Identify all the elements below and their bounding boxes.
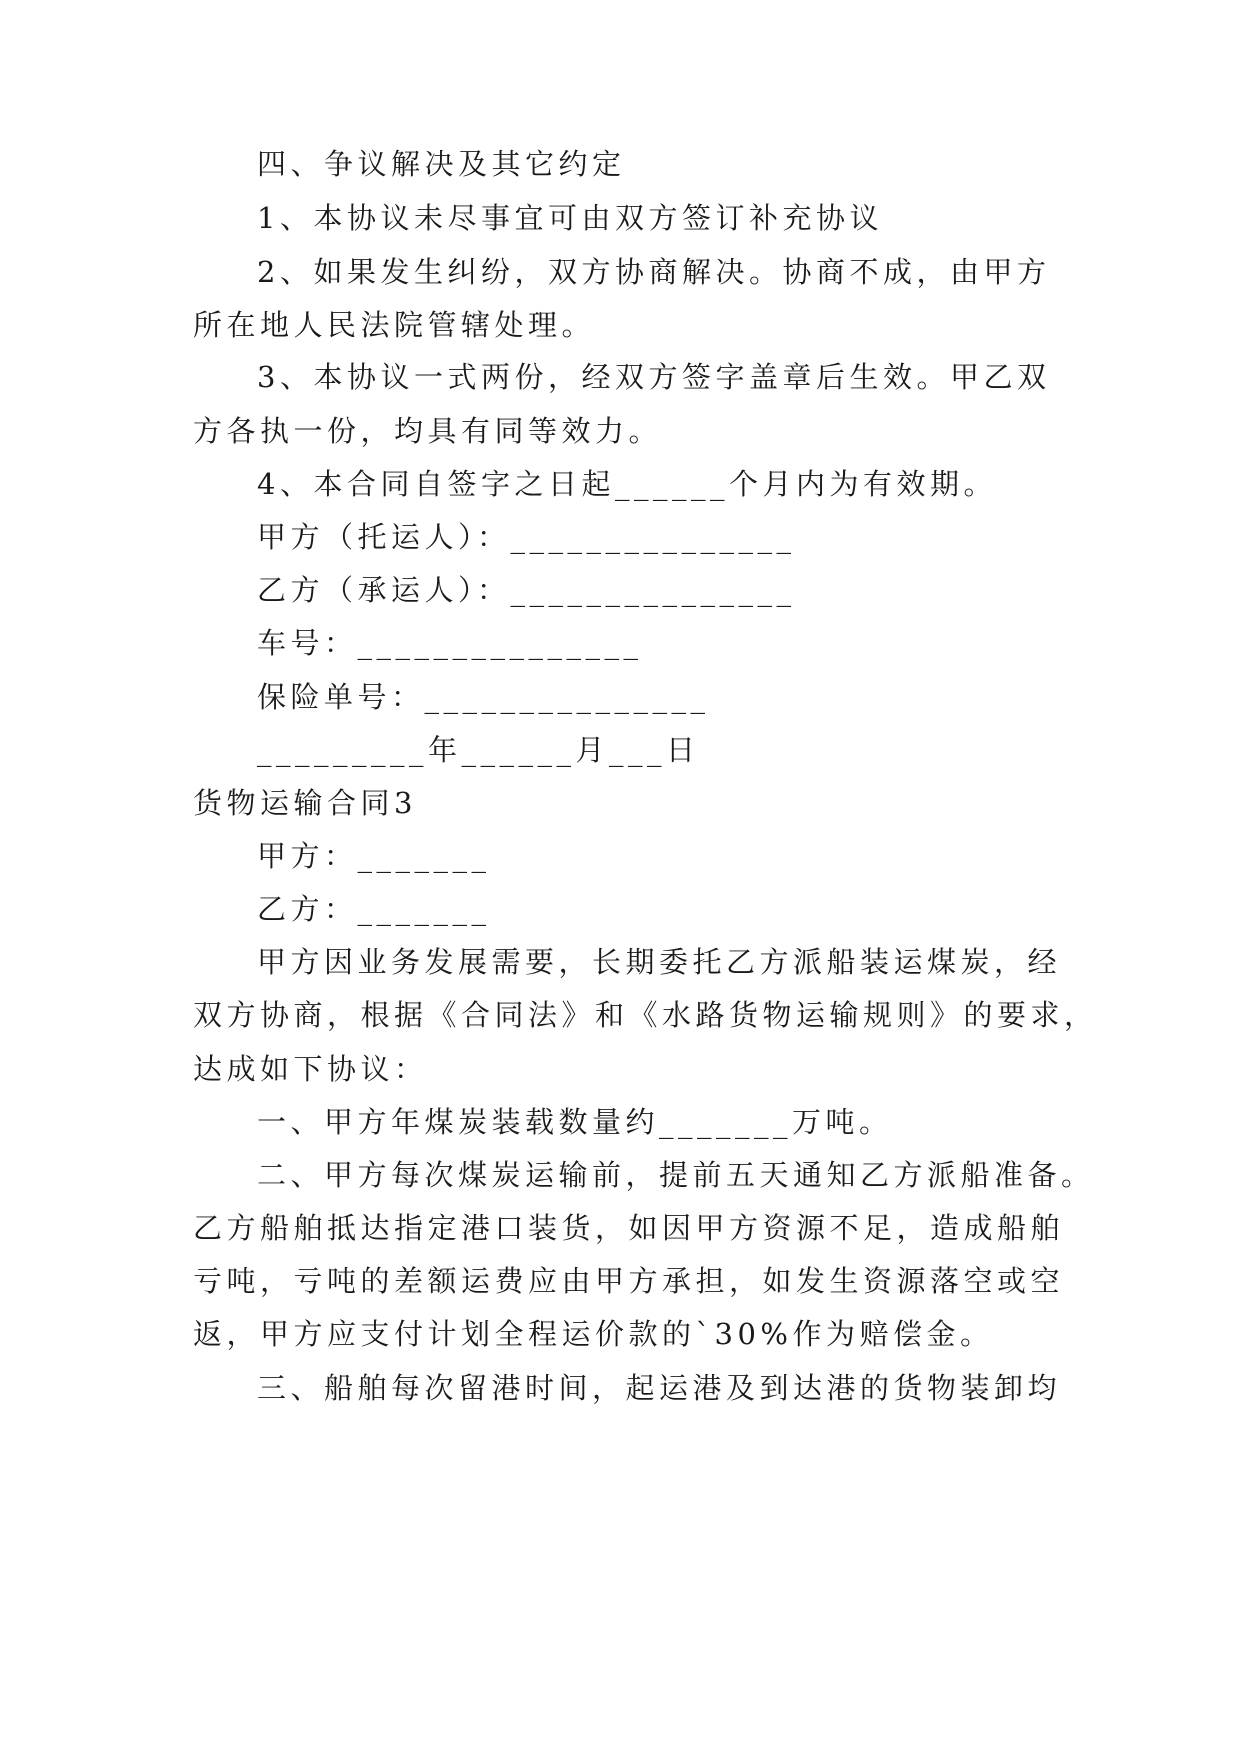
paragraph-line: 3、本协议一式两份，经双方签字盖章后生效。甲乙双 <box>257 360 1051 394</box>
party-b-field: 乙方：_______ <box>257 892 491 926</box>
signature-field-party-b: 乙方（承运人）：_______________ <box>257 573 796 607</box>
paragraph-line: 三、船舶每次留港时间，起运港及到达港的货物装卸均 <box>257 1371 1062 1405</box>
paragraph-line: 二、甲方每次煤炭运输前，提前五天通知乙方派船准备。 <box>257 1158 1095 1192</box>
paragraph-line: 甲方因业务发展需要，长期委托乙方派船装运煤炭，经 <box>257 945 1062 979</box>
vehicle-number-field: 车号：_______________ <box>257 626 643 660</box>
paragraph-line: 一、甲方年煤炭装载数量约_______万吨。 <box>257 1105 893 1139</box>
paragraph-line: 返，甲方应支付计划全程运价款的`30%作为赔偿金。 <box>193 1317 994 1351</box>
contract-title: 货物运输合同3 <box>193 786 417 820</box>
date-field: _________年______月___日 <box>257 733 700 767</box>
party-a-field: 甲方：_______ <box>257 839 491 873</box>
paragraph-line: 亏吨，亏吨的差额运费应由甲方承担，如发生资源落空或空 <box>193 1264 1065 1298</box>
paragraph-line: 乙方船舶抵达指定港口装货，如因甲方资源不足，造成船舶 <box>193 1211 1065 1245</box>
paragraph-line: 达成如下协议： <box>193 1052 428 1086</box>
paragraph-line: 所在地人民法院管辖处理。 <box>193 308 596 342</box>
paragraph-line: 4、本合同自签字之日起______个月内为有效期。 <box>257 467 997 501</box>
paragraph-line: 方各执一份，均具有同等效力。 <box>193 414 663 448</box>
signature-field-party-a: 甲方（托运人）：_______________ <box>257 520 796 554</box>
paragraph-line: 2、如果发生纠纷，双方协商解决。协商不成，由甲方 <box>257 255 1051 289</box>
paragraph-line: 双方协商，根据《合同法》和《水路货物运输规则》的要求， <box>193 998 1098 1032</box>
paragraph-line: 1、本协议未尽事宜可由双方签订补充协议 <box>257 201 883 235</box>
section-heading: 四、争议解决及其它约定 <box>257 147 626 181</box>
insurance-number-field: 保险单号：_______________ <box>257 680 710 714</box>
